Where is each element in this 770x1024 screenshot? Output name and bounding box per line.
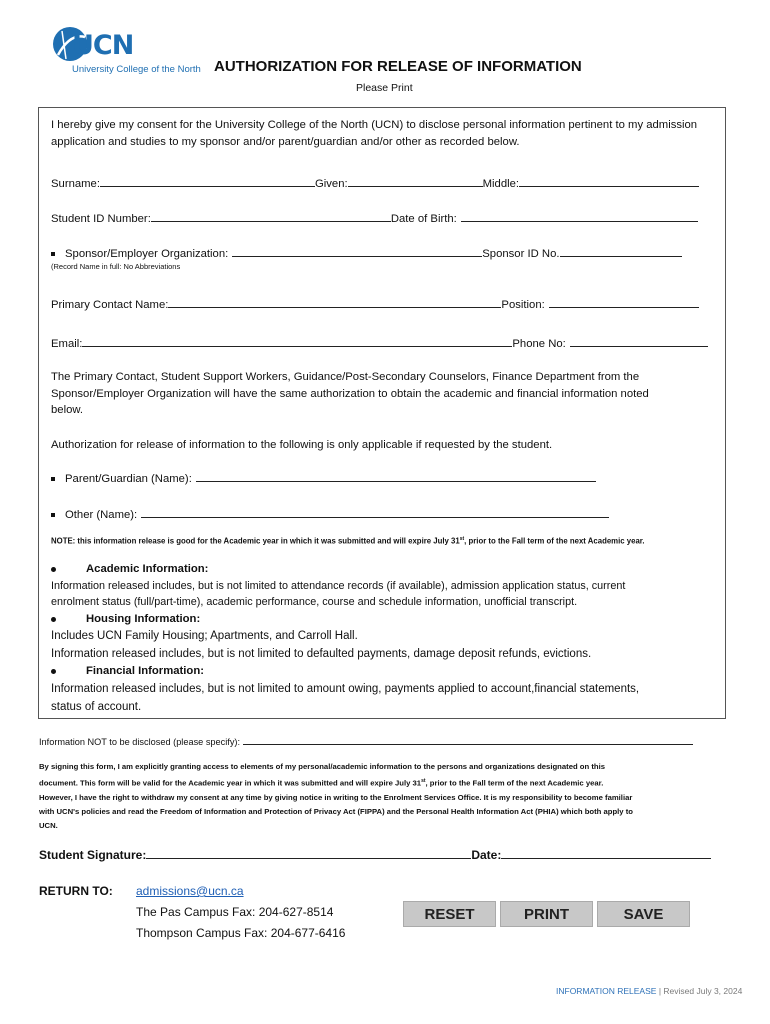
sponsor-id-label: Sponsor ID No. xyxy=(482,248,560,260)
date-field[interactable] xyxy=(501,845,711,859)
academic-heading xyxy=(51,561,208,578)
bullet-icon xyxy=(51,617,56,622)
footer-separator: | xyxy=(656,986,664,996)
page-subtitle: Please Print xyxy=(356,82,413,94)
footer-label: INFORMATION RELEASE xyxy=(556,986,657,996)
academic-line-1: Information released includes, but is not limited to attendance records (if available), admission application status, current xyxy=(51,580,626,592)
primary-contact-label: Primary Contact Name: xyxy=(51,299,169,311)
legal-line-4: with UCN's policies and read the Freedom of Information and Protection of Privacy Act (FIPPA) and the Personal Health Information Act (PHIA) which both apply to xyxy=(39,806,633,816)
name-row xyxy=(51,174,699,193)
financial-line-1: Information released includes, but is not limited to amount owing, payments applied to account,financial statements, xyxy=(51,683,640,695)
academic-title: Academic Information: xyxy=(86,563,209,575)
sponsor-row xyxy=(51,244,682,263)
legal-line-2 xyxy=(39,774,633,791)
print-button[interactable]: PRINT xyxy=(500,901,593,927)
id-row xyxy=(51,209,698,228)
middle-label: Middle: xyxy=(482,178,520,190)
bullet-icon xyxy=(51,669,56,674)
auth-line-2: Sponsor/Employer Organization will have the same authorization to obtain the academic and financial information noted xyxy=(51,387,649,400)
auth-applicability: Authorization for release of information to the following is only applicable if requested by the student. xyxy=(51,439,553,451)
reset-button[interactable]: RESET xyxy=(403,901,496,927)
auth-line-3: below. xyxy=(51,404,84,416)
email-field[interactable] xyxy=(82,334,512,347)
student-id-field[interactable] xyxy=(151,209,391,222)
thompson-fax: Thompson Campus Fax: 204-677-6416 xyxy=(136,926,346,940)
other-label: Other (Name): xyxy=(65,509,138,521)
the-pas-fax: The Pas Campus Fax: 204-627-8514 xyxy=(136,905,334,919)
signature-label: Student Signature: xyxy=(39,848,147,862)
authorization-paragraph xyxy=(51,369,721,419)
phone-label: Phone No: xyxy=(512,338,566,350)
sponsor-note: (Record Name in full: No Abbreviations xyxy=(51,262,181,271)
page-title: AUTHORIZATION FOR RELEASE OF INFORMATION xyxy=(214,58,582,75)
sponsor-org-field[interactable] xyxy=(232,244,482,257)
admissions-email-link[interactable]: admissions@ucn.ca xyxy=(136,884,244,898)
surname-label: Surname: xyxy=(51,178,100,190)
other-field[interactable] xyxy=(141,505,609,518)
bullet-icon xyxy=(51,477,55,481)
position-field[interactable] xyxy=(549,295,699,308)
housing-line-1: Includes UCN Family Housing; Apartments, and Carroll Hall. xyxy=(51,630,358,642)
release-note xyxy=(51,536,645,546)
consent-line-2: application and studies to my sponsor and/or parent/guardian and/or other as recorded below. xyxy=(51,135,520,148)
contact-row xyxy=(51,295,699,314)
not-disclosed-label: Information NOT to be disclosed (please specify): xyxy=(39,737,241,747)
logo-wordmark: UCN xyxy=(72,30,134,61)
consent-paragraph xyxy=(51,117,721,150)
email-label: Email: xyxy=(51,338,83,350)
logo-subtitle: University College of the North xyxy=(72,64,201,75)
footer-revised: Revised July 3, 2024 xyxy=(663,986,743,996)
housing-line-2: Information released includes, but is not limited to defaulted payments, damage deposit refunds, evictions. xyxy=(51,647,592,660)
academic-line-2: enrolment status (full/part-time), academic performance, course and schedule information, unofficial transcript. xyxy=(51,596,578,608)
student-id-label: Student ID Number: xyxy=(51,213,151,225)
dob-field[interactable] xyxy=(461,209,698,222)
note-text-end: , prior to the Fall term of the next Academic year. xyxy=(464,536,645,546)
primary-contact-field[interactable] xyxy=(168,295,501,308)
phone-field[interactable] xyxy=(570,334,708,347)
housing-heading xyxy=(51,611,200,628)
save-button[interactable]: SAVE xyxy=(597,901,690,927)
legal-superscript: st xyxy=(421,778,426,784)
bullet-icon xyxy=(51,252,55,256)
signature-row xyxy=(39,845,711,862)
sponsor-id-field[interactable] xyxy=(560,244,682,257)
note-text: NOTE: this information release is good for the Academic year in which it was submitted and will expire July 31 xyxy=(51,536,460,546)
bullet-icon xyxy=(51,513,55,517)
position-label: Position: xyxy=(501,299,545,311)
date-label: Date: xyxy=(471,848,502,862)
legal-line-3: However, I have the right to withdraw my consent at any time by giving notice in writing to the Enrolment Services Office. It is my responsibility to become familiar xyxy=(39,792,633,802)
dob-label: Date of Birth: xyxy=(390,213,457,225)
parent-row xyxy=(51,469,596,488)
academic-body xyxy=(51,578,625,610)
legal-line-2-text: document. This form will be valid for the Academic year in which it was submitted and will expire July 31 xyxy=(39,778,422,788)
not-disclosed-field[interactable] xyxy=(243,734,693,745)
financial-body xyxy=(51,681,639,716)
note-superscript: st xyxy=(459,536,465,542)
consent-line-1: I hereby give my consent for the University College of the North (UCN) to disclose personal information pertinent to my admission xyxy=(51,119,698,131)
sponsor-org-label: Sponsor/Employer Organization: xyxy=(65,248,229,260)
footer xyxy=(556,986,742,996)
financial-line-2: status of account. xyxy=(51,700,142,713)
signature-field[interactable] xyxy=(146,845,471,859)
return-label: RETURN TO: xyxy=(39,884,113,898)
financial-heading xyxy=(51,663,204,680)
legal-line-5: UCN. xyxy=(39,820,58,830)
given-label: Given: xyxy=(314,178,348,190)
legal-line-1: By signing this form, I am explicitly granting access to elements of my personal/academic information to the persons and organizations designated on this xyxy=(39,762,605,771)
bullet-icon xyxy=(51,567,56,572)
legal-line-2-end: , prior to the Fall term of the next Academic year. xyxy=(425,778,604,788)
middle-field[interactable] xyxy=(519,174,699,187)
not-disclosed-row xyxy=(39,734,693,747)
legal-text xyxy=(39,760,633,833)
housing-title: Housing Information: xyxy=(86,613,201,625)
parent-field[interactable] xyxy=(196,469,596,482)
parent-label: Parent/Guardian (Name): xyxy=(65,473,192,485)
auth-line-1: The Primary Contact, Student Support Workers, Guidance/Post-Secondary Counselors, Finance Department from the xyxy=(51,371,640,383)
other-row xyxy=(51,505,609,524)
surname-field[interactable] xyxy=(100,174,315,187)
financial-title: Financial Information: xyxy=(86,665,204,677)
email-row xyxy=(51,334,708,353)
housing-body xyxy=(51,628,591,663)
given-field[interactable] xyxy=(348,174,483,187)
